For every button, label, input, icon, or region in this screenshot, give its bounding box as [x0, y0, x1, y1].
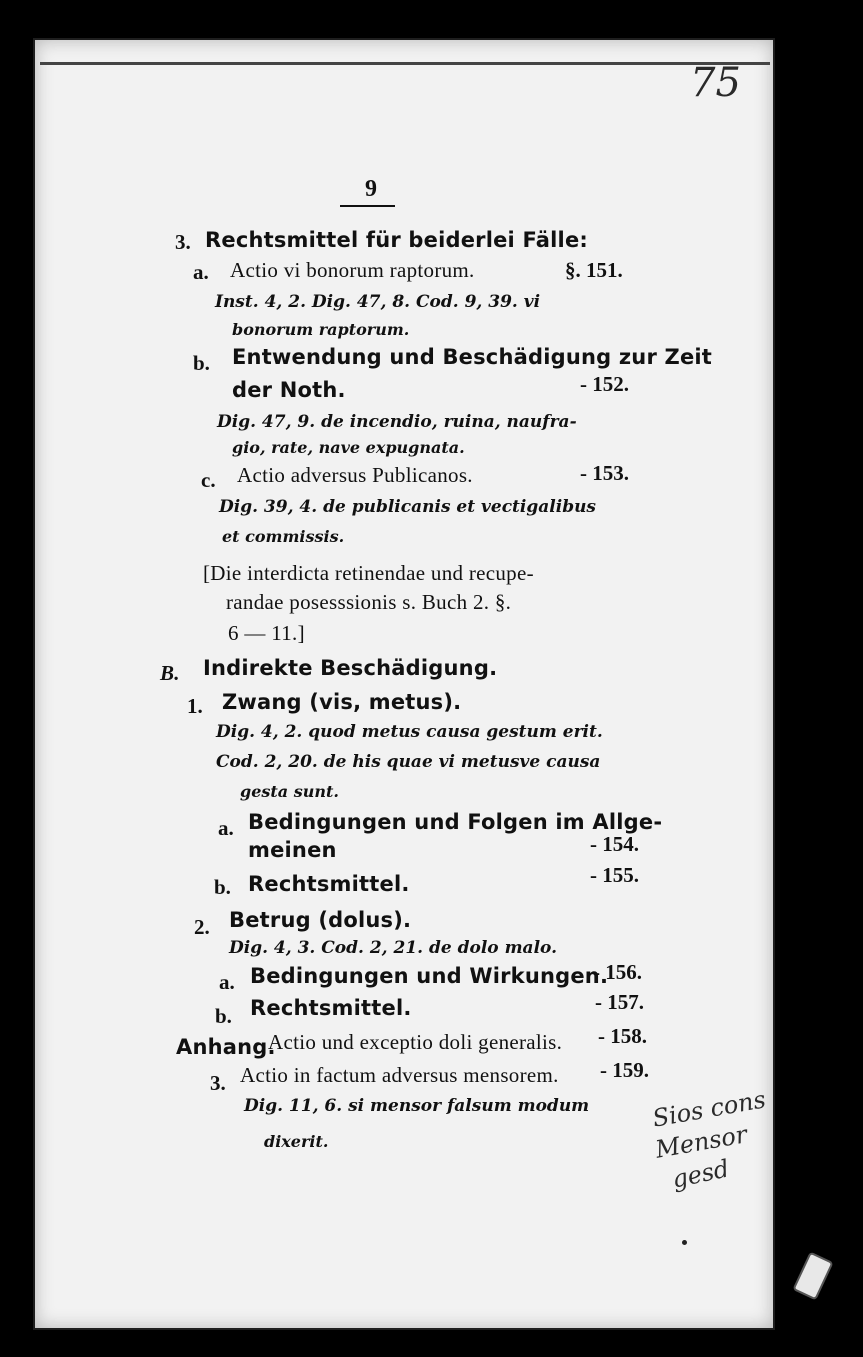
handwritten-margin-note: gesd — [669, 1154, 732, 1194]
entry-number: 2. — [194, 915, 210, 939]
paragraph-ref: - 156. — [593, 960, 642, 984]
ink-dot — [682, 1240, 687, 1245]
appendix-label: Anhang. — [176, 1035, 276, 1059]
section-heading: Rechtsmittel für beiderlei Fälle: — [205, 228, 588, 252]
section-label: B. — [160, 661, 180, 685]
handwritten-margin-note: Sios cons — [650, 1085, 768, 1133]
page-number: 9 — [365, 176, 377, 202]
entry-number: 3. — [210, 1071, 226, 1095]
handwritten-page-number: 75 — [690, 60, 741, 106]
citation: gio, rate, nave expugnata. — [232, 438, 465, 457]
paragraph-ref: - 153. — [580, 461, 629, 485]
handwritten-margin-note: Mensor — [653, 1120, 750, 1164]
item-title: Betrug (dolus). — [229, 908, 412, 932]
bracket-note: [Die interdicta retinendae und recupe- — [203, 561, 534, 585]
item-label: c. — [201, 468, 216, 492]
item-title: Entwendung und Beschädigung zur Zeit — [232, 345, 713, 369]
bracket-note: randae posesssionis s. Buch 2. §. — [226, 590, 512, 614]
paragraph-ref: - 158. — [598, 1024, 647, 1048]
item-label: b. — [214, 875, 231, 899]
page-corner-fold — [792, 1251, 833, 1300]
paragraph-ref: - 154. — [590, 832, 639, 856]
citation: Dig. 4, 2. quod metus causa gestum erit. — [216, 722, 603, 742]
paragraph-ref: - 152. — [580, 372, 629, 396]
citation: gesta sunt. — [240, 782, 339, 801]
citation: dixerit. — [264, 1132, 329, 1151]
item-title: Actio in factum adversus mensorem. — [240, 1063, 559, 1087]
item-title: der Noth. — [232, 378, 346, 402]
item-label: a. — [219, 970, 235, 994]
item-title: Bedingungen und Wirkungen. — [250, 964, 609, 988]
citation: Inst. 4, 2. Dig. 47, 8. Cod. 9, 39. vi — [215, 292, 541, 312]
item-title: meinen — [248, 838, 337, 862]
item-label: b. — [215, 1004, 232, 1028]
bracket-note: 6 — 11.] — [228, 621, 305, 645]
paragraph-ref: - 159. — [600, 1058, 649, 1082]
entry-number: 3. — [175, 230, 191, 254]
item-title: Actio und exceptio doli generalis. — [268, 1030, 563, 1054]
citation: et commissis. — [222, 527, 345, 546]
item-title: Actio adversus Publicanos. — [237, 463, 473, 487]
entry-number: 1. — [187, 694, 203, 718]
section-heading: Indirekte Beschädigung. — [203, 656, 498, 680]
paragraph-ref: - 157. — [595, 990, 644, 1014]
citation: Dig. 4, 3. Cod. 2, 21. de dolo malo. — [229, 938, 557, 958]
page-edge-shadow — [40, 62, 770, 65]
citation: bonorum raptorum. — [232, 320, 410, 339]
item-title: Zwang (vis, metus). — [222, 690, 462, 714]
page-number-rule — [340, 205, 395, 207]
item-title: Rechtsmittel. — [250, 996, 412, 1020]
item-label: a. — [218, 816, 234, 840]
item-label: b. — [193, 351, 210, 375]
item-label: a. — [193, 260, 209, 284]
citation: Dig. 47, 9. de incendio, ruina, naufra- — [217, 412, 577, 432]
paragraph-ref: - 155. — [590, 863, 639, 887]
citation: Dig. 39, 4. de publicanis et vectigalibus — [219, 497, 597, 517]
paragraph-ref: §. 151. — [565, 258, 623, 282]
citation: Dig. 11, 6. si mensor falsum modum — [244, 1096, 590, 1116]
item-title: Rechtsmittel. — [248, 872, 410, 896]
item-title: Bedingungen und Folgen im Allge- — [248, 810, 663, 834]
citation: Cod. 2, 20. de his quae vi metusve causa — [216, 752, 601, 772]
item-title: Actio vi bonorum raptorum. — [230, 258, 475, 282]
